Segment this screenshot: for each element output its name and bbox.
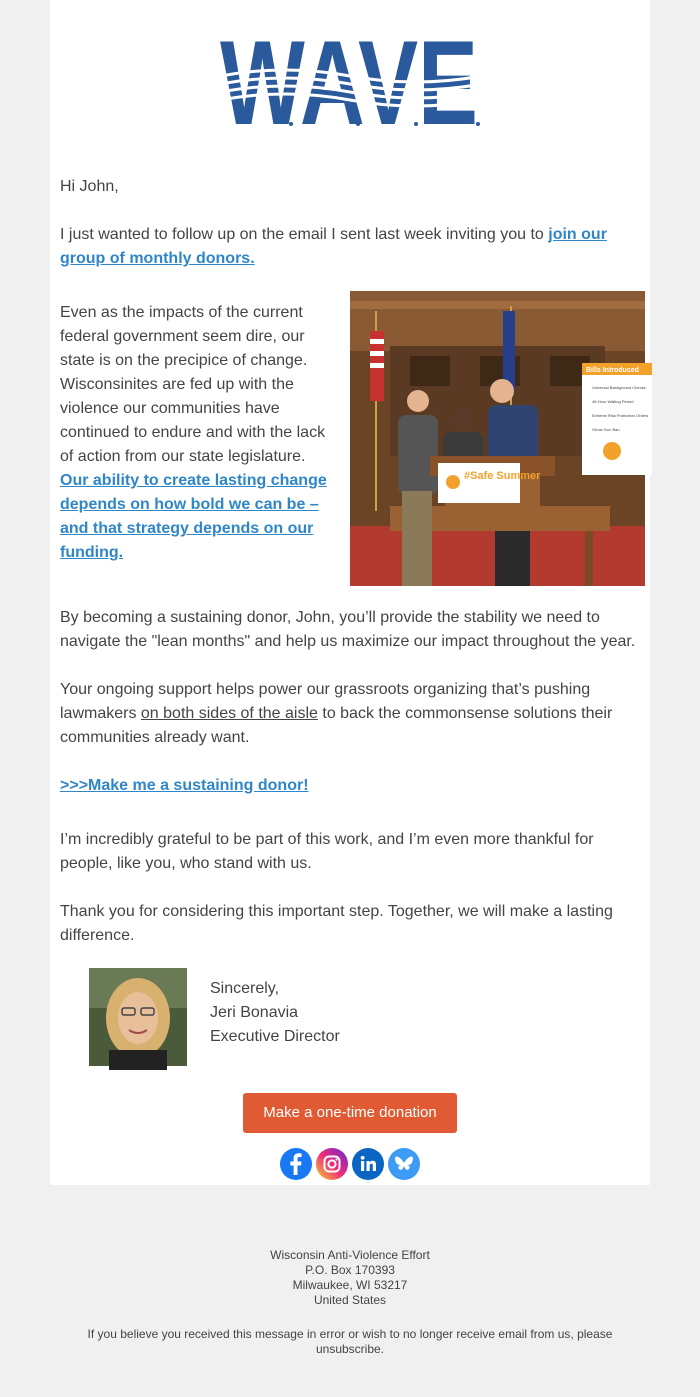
impact-text: Even as the impacts of the current federal government seem dire, our state is on the precipice of change. Wisconsinites are fed up with the violence our communities have continued to endure and with the lack of action from our state legislature. xyxy=(60,304,326,465)
linkedin-icon[interactable] xyxy=(352,1148,384,1180)
signature-block xyxy=(210,977,340,1049)
footer-city: Milwaukee, WI 53217 xyxy=(292,1278,408,1292)
email-card xyxy=(50,0,650,1185)
footer-country: United States xyxy=(313,1293,387,1307)
thanks-paragraph: Thank you for considering this important step. Together, we will make a lasting difference. xyxy=(60,903,613,944)
signature-closing: Sincerely, xyxy=(210,980,280,997)
footer-pobox: P.O. Box 170393 xyxy=(305,1263,395,1277)
facebook-icon[interactable] xyxy=(280,1148,312,1180)
podium-sign-text: #Safe Summer xyxy=(464,470,541,482)
instagram-icon[interactable] xyxy=(316,1148,348,1180)
make-sustaining-donor-link[interactable]: >>>Make me a sustaining donor! xyxy=(60,777,309,794)
capitol-photo xyxy=(350,291,649,586)
grateful-paragraph: I’m incredibly grateful to be part of this work, and I’m even more thankful for people, like you, who stand with us. xyxy=(60,831,594,872)
footer-address xyxy=(50,1248,650,1308)
signature-name: Jeri Bonavia xyxy=(210,1004,299,1021)
greeting: Hi John, xyxy=(60,178,119,195)
poster-item-4: Ghost Gun Ban xyxy=(592,427,620,432)
bluesky-icon[interactable] xyxy=(388,1148,420,1180)
cta-paragraph xyxy=(60,774,640,798)
lasting-change-link[interactable]: Our ability to create lasting change depends on how bold we can be – and that strategy depends on our funding. xyxy=(60,472,327,561)
footer-unsubscribe[interactable]: If you believe you received this message in error or wish to no longer receive email from us, please unsubscribe. xyxy=(87,1327,613,1356)
intro-text: I just wanted to follow up on the email I sent last week inviting you to xyxy=(60,226,549,243)
poster-item-3: Extreme Risk Protection Orders xyxy=(592,413,649,418)
sustaining-paragraph: By becoming a sustaining donor, John, you’ll provide the stability we need to navigate the "lean months" and help us maximize our impact throughout the year. xyxy=(60,609,636,650)
signature-avatar xyxy=(89,968,187,1066)
support-text-before: Your ongoing support helps power our grassroots organizing that’s pushing lawmakers xyxy=(60,681,591,722)
poster-item-2: 48-Hour Waiting Period xyxy=(592,399,634,404)
support-text-after: to back the commonsense solutions their communities already want. xyxy=(60,705,613,746)
footer-org: Wisconsin Anti-Violence Effort xyxy=(270,1248,430,1262)
signature-title: Executive Director xyxy=(210,1028,340,1045)
intro-paragraph xyxy=(60,223,640,271)
support-paragraph xyxy=(60,678,640,750)
impact-paragraph xyxy=(60,301,338,565)
wave-logo xyxy=(220,34,482,128)
one-time-donation-button[interactable]: Make a one-time donation xyxy=(243,1093,457,1133)
join-monthly-donors-link[interactable]: join our group of monthly donors. xyxy=(60,226,607,267)
both-sides-aisle-link[interactable]: on both sides of the aisle xyxy=(140,705,318,722)
poster-item-1: Universal Background Checks xyxy=(592,385,646,390)
poster-title: Bills Introduced xyxy=(586,367,639,374)
